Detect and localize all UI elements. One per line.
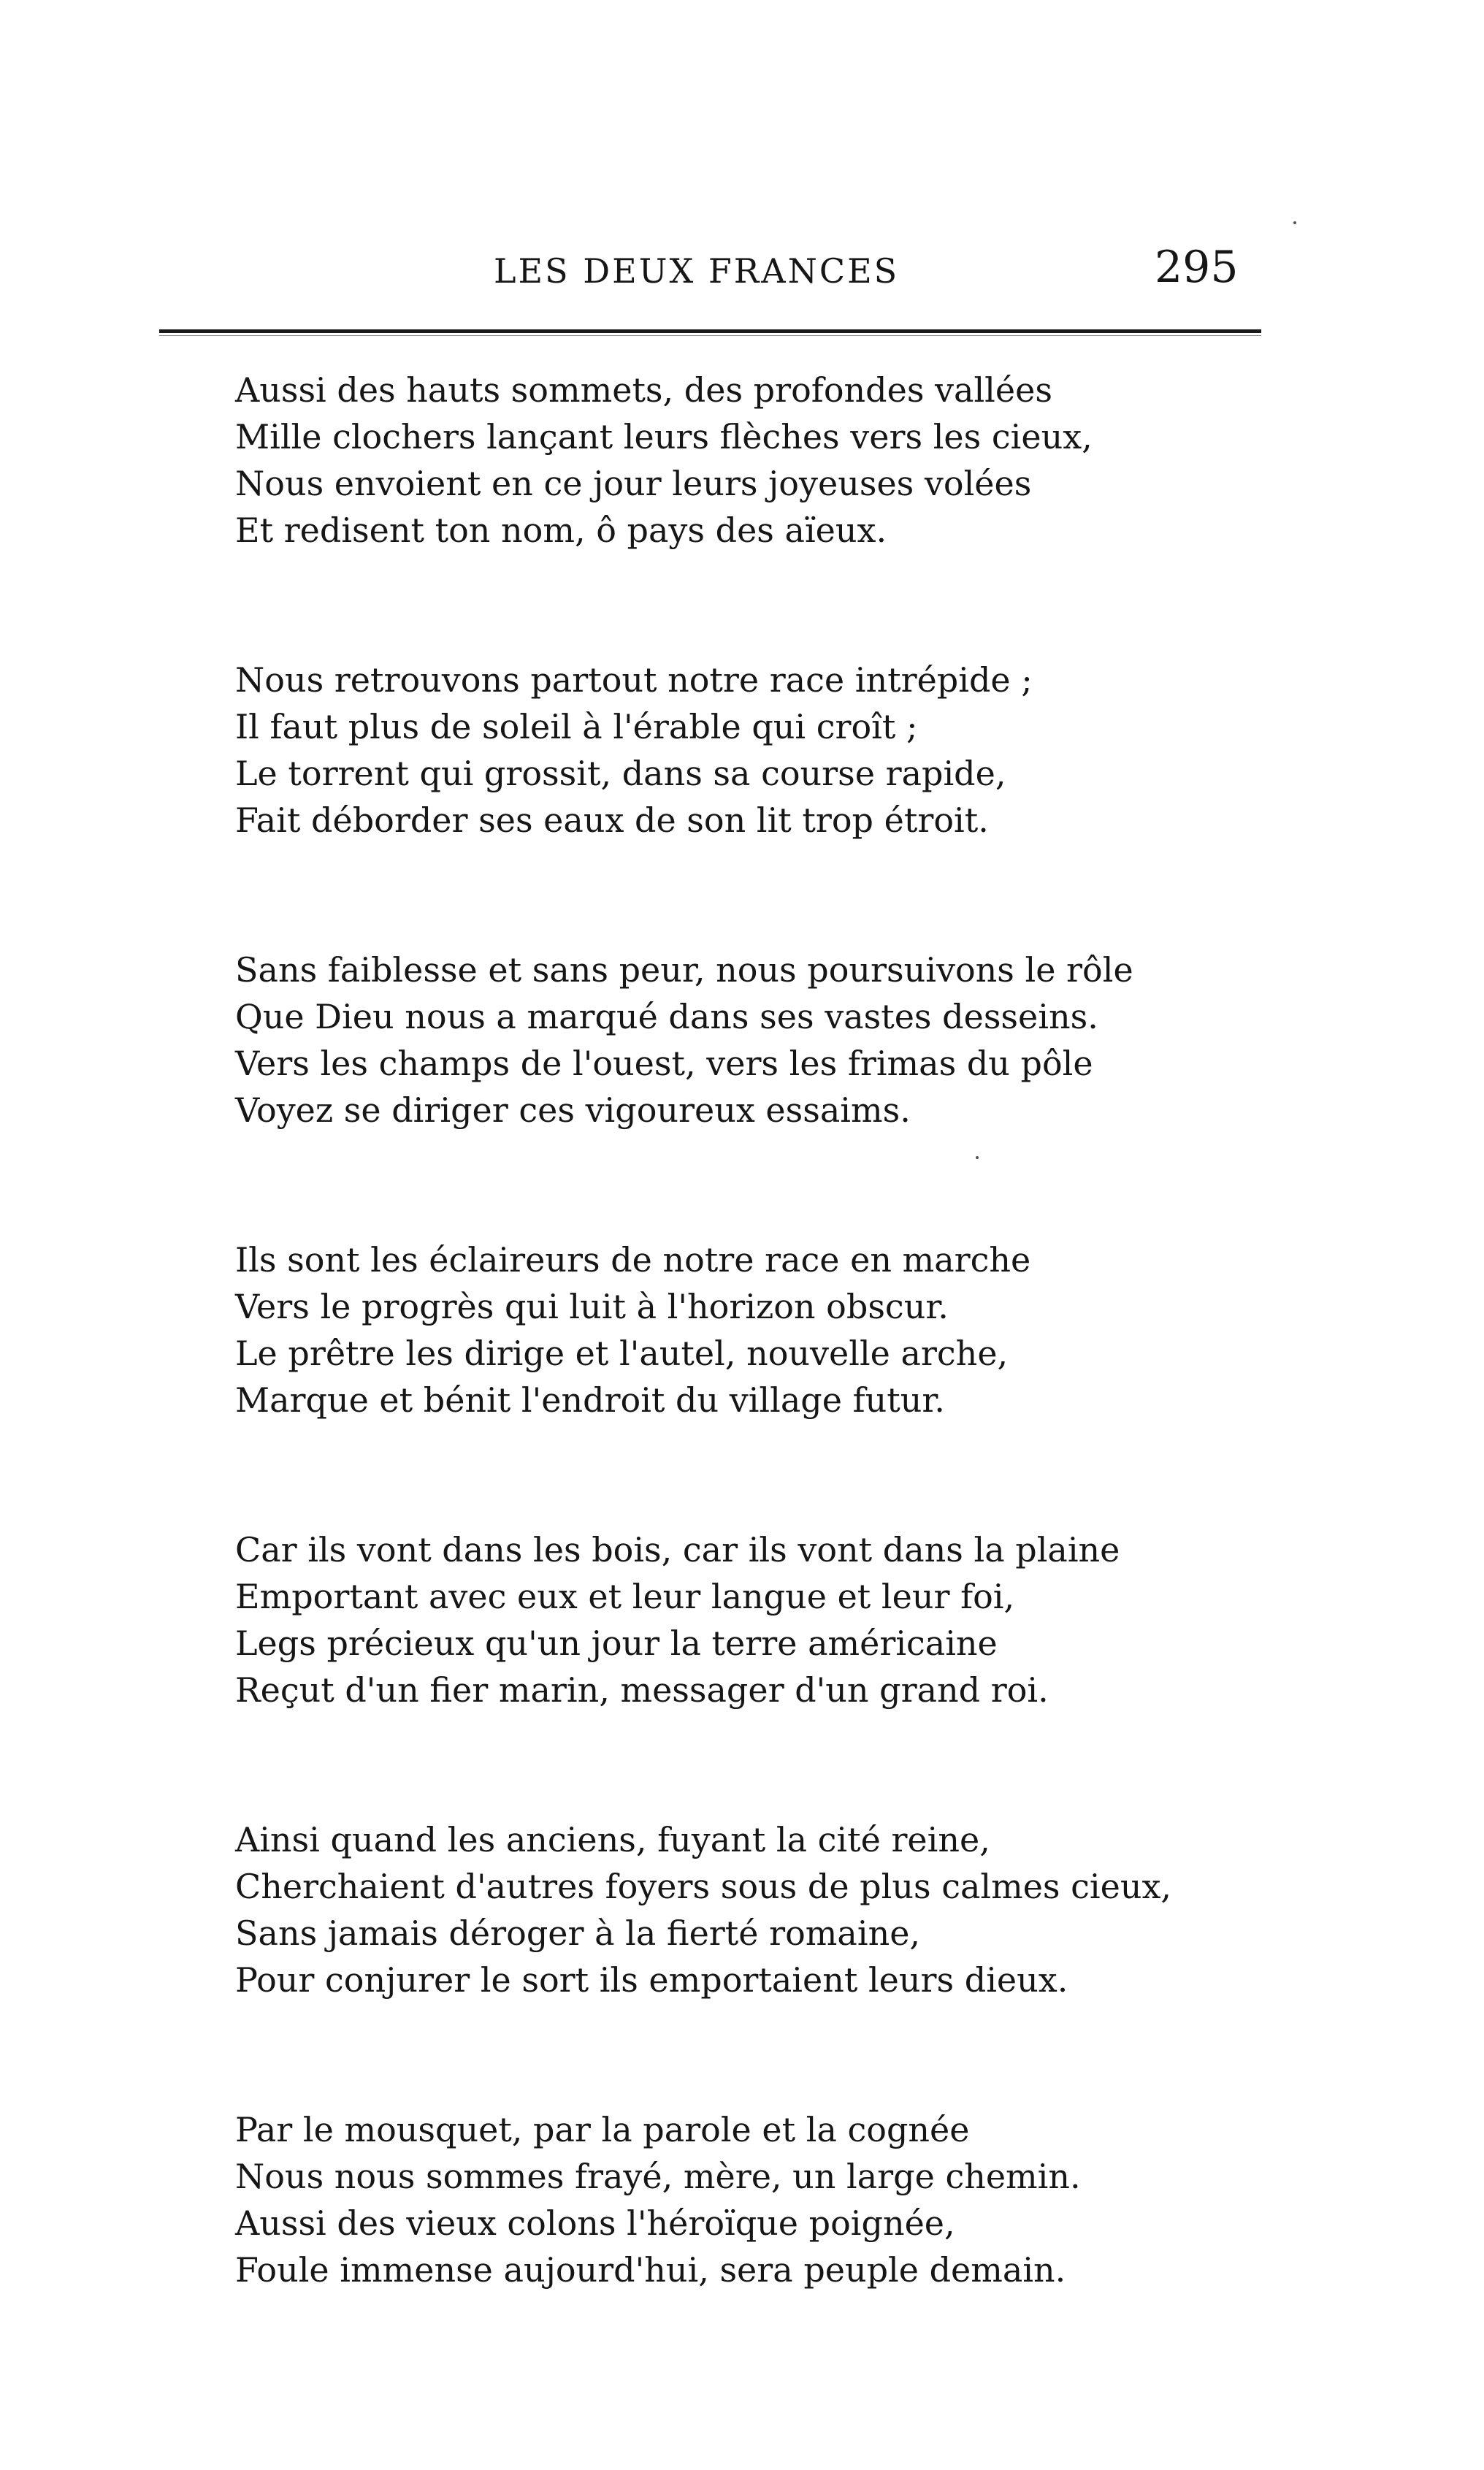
stanza — [235, 1816, 1243, 2003]
verse-line: Ainsi quand les anciens, fuyant la cité reine, — [235, 1820, 990, 1859]
verse-line: Pour conjurer le sort ils emportaient leurs dieux. — [235, 1960, 1068, 2000]
print-speck — [1293, 221, 1296, 224]
verse-line: Mille clochers lançant leurs flèches vers les cieux, — [235, 417, 1093, 456]
verse-line: Sans jamais déroger à la fierté romaine, — [235, 1913, 921, 1953]
verse-line: Voyez se diriger ces vigoureux essaims. — [235, 1090, 911, 1130]
verse-line: Emportant avec eux et leur langue et leur foi, — [235, 1577, 1015, 1616]
verse-line: Marque et bénit l'endroit du village futur. — [235, 1380, 945, 1420]
verse-line: Car ils vont dans les bois, car ils vont dans la plaine — [235, 1530, 1120, 1569]
stanza — [235, 1526, 1243, 1713]
verse-line: Il faut plus de soleil à l'érable qui croît ; — [235, 707, 918, 746]
verse-line: Vers les champs de l'ouest, vers les frimas du pôle — [235, 1044, 1093, 1083]
page-number: 295 — [1155, 242, 1239, 293]
stanza — [235, 367, 1243, 554]
stanza — [235, 2106, 1243, 2293]
verse-line: Foule immense aujourd'hui, sera peuple demain. — [235, 2250, 1066, 2290]
verse-line: Le prêtre les dirige et l'autel, nouvelle arche, — [235, 1334, 1009, 1373]
verse-line: Sans faiblesse et sans peur, nous poursuivons le rôle — [235, 950, 1133, 990]
running-title: LES DEUX FRANCES — [494, 251, 900, 291]
verse-line: Aussi des vieux colons l'héroïque poignée, — [235, 2203, 955, 2243]
stanza — [235, 657, 1243, 844]
print-speck — [976, 1156, 979, 1159]
verse-line: Reçut d'un fier marin, messager d'un grand roi. — [235, 1670, 1049, 1710]
verse-line: Vers le progrès qui luit à l'horizon obscur. — [235, 1287, 949, 1326]
verse-line: Et redisent ton nom, ô pays des aïeux. — [235, 511, 887, 550]
verse-line: Fait déborder ses eaux de son lit trop étroit. — [235, 800, 989, 840]
verse-line: Nous envoient en ce jour leurs joyeuses volées — [235, 464, 1032, 503]
verse-line: Nous nous sommes frayé, mère, un large chemin. — [235, 2157, 1081, 2196]
header-rule — [159, 329, 1261, 333]
verse-line: Le torrent qui grossit, dans sa course rapide, — [235, 754, 1006, 793]
verse-line: Ils sont les éclaireurs de notre race en marche — [235, 1240, 1031, 1280]
verse-line: Cherchaient d'autres foyers sous de plus calmes cieux, — [235, 1867, 1172, 1906]
stanza — [235, 1236, 1243, 1423]
verse-line: Par le mousquet, par la parole et la cognée — [235, 2110, 970, 2149]
verse-line: Que Dieu nous a marqué dans ses vastes desseins. — [235, 997, 1098, 1036]
verse-line: Nous retrouvons partout notre race intrépide ; — [235, 660, 1033, 700]
poem-body — [235, 367, 1243, 2293]
verse-line: Aussi des hauts sommets, des profondes vallées — [235, 370, 1052, 410]
stanza — [235, 947, 1243, 1133]
verse-line: Legs précieux qu'un jour la terre américaine — [235, 1624, 998, 1663]
